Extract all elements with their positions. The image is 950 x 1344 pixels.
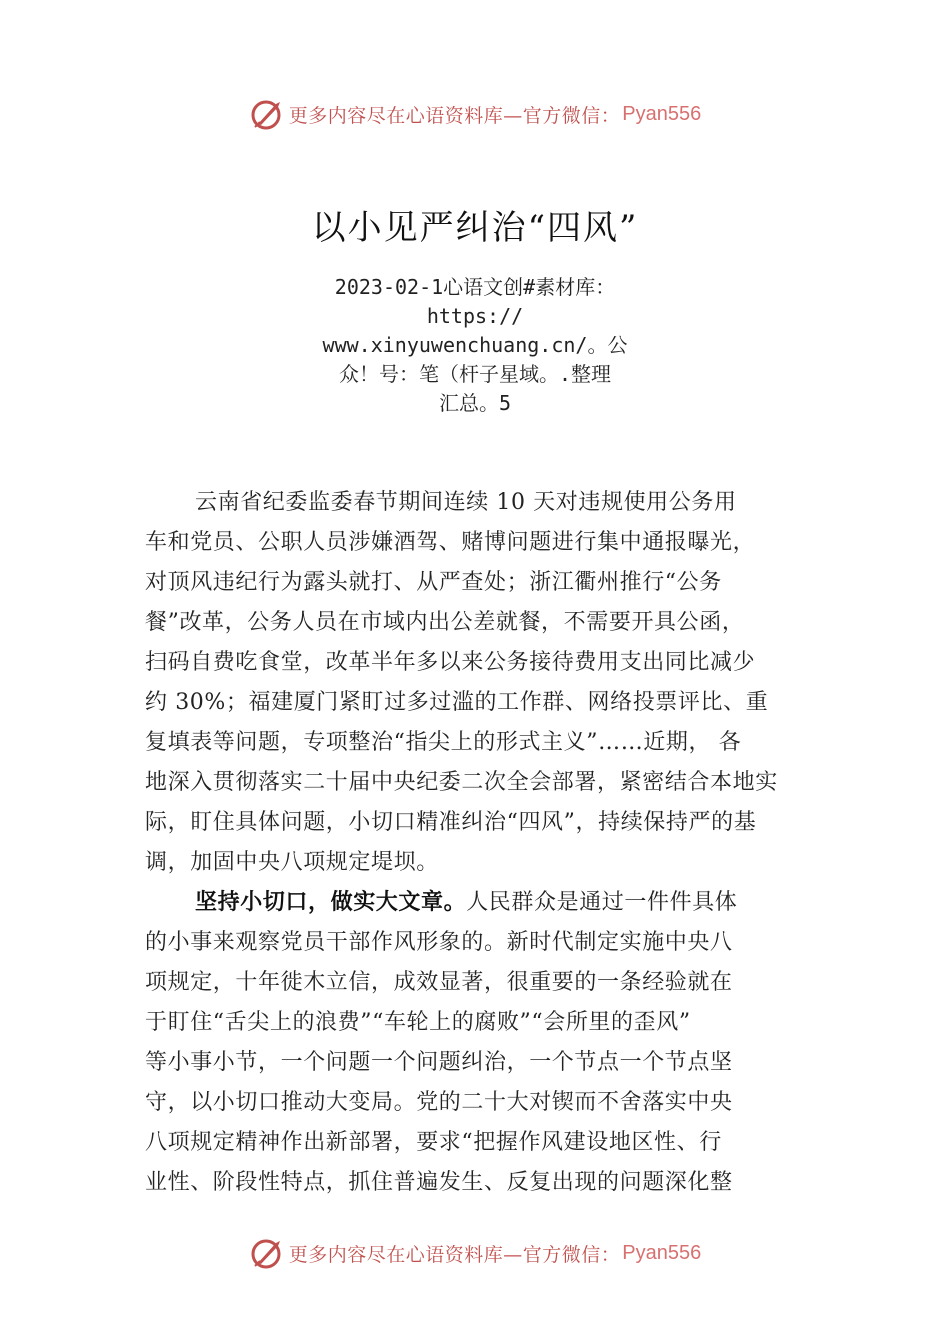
para2-line: 等小事小节，一个问题一个问题纠治，一个节点一个节点坚: [145, 1050, 733, 1075]
meta-line: 汇总。5: [438, 391, 512, 415]
banner-text: 更多内容尽在心语资料库—官方微信：: [288, 1243, 621, 1266]
banner-wechat-id: Pyan556: [622, 1241, 702, 1264]
para2-lead-heading: 坚持小切口，做实大文章。: [195, 890, 467, 915]
para2-first-line: [145, 883, 825, 923]
para2-line: 的小事来观察党员干部作风形象的。新时代制定实施中央八: [145, 930, 733, 955]
para1-line: 扫码自费吃食堂，改革半年多以来公务接待费用支出同比减少: [145, 650, 756, 675]
para1-line: 车和党员、公职人员涉嫌酒驾、赌博问题进行集中通报曝光，: [145, 530, 756, 555]
para1-line: 复填表等问题，专项整治“指尖上的形式主义”……近期， 各: [145, 730, 742, 755]
meta-line: www.xinyuwenchuang.cn/。公: [322, 333, 628, 357]
para2-line: 项规定，十年徙木立信，成效显著，很重要的一条经验就在: [145, 970, 733, 995]
document-title: 以小见严纠治“四风”: [311, 208, 639, 248]
para2-line: 业性、阶段性特点，抓住普遍发生、反复出现的问题深化整: [145, 1170, 733, 1195]
para2-first-text: 人民群众是通过一件件具体: [466, 890, 738, 915]
quill-logo-icon: [249, 96, 285, 132]
para1-line: 餐”改革，公务人员在市域内出公差就餐，不需要开具公函，: [145, 610, 745, 635]
para2-line: 八项规定精神作出新部署，要求“把握作风建设地区性、行: [145, 1130, 722, 1155]
banner-wechat-id: Pyan556: [622, 102, 702, 125]
para1-line: 际，盯住具体问题，小切口精准纠治“四风”，持续保持严的基: [145, 810, 757, 835]
para2-line: 于盯住“舌尖上的浪费”“车轮上的腐败”“会所里的歪风”: [145, 1010, 691, 1035]
para1-line: 云南省纪委监委春节期间连续 10 天对违规使用公务用: [195, 490, 737, 515]
meta-line: 众！号：笔（杆子星域。.整理: [338, 362, 612, 386]
quill-logo-icon: [249, 1235, 285, 1271]
para2-line: 守，以小切口推动大变局。党的二十大对锲而不舍落实中央: [145, 1090, 733, 1115]
header-watermark-banner: [0, 94, 950, 134]
source-meta: [280, 273, 670, 418]
meta-line: https://: [426, 304, 524, 328]
banner-text: 更多内容尽在心语资料库—官方微信：: [288, 104, 621, 127]
meta-line: 2023-02-1心语文创#素材库：: [334, 275, 616, 299]
para1-line: 对顶风违纪行为露头就打、从严查处；浙江衢州推行“公务: [145, 570, 722, 595]
para1-line: 约 30%；福建厦门紧盯过多过滥的工作群、网络投票评比、重: [145, 690, 769, 715]
para1-line: 调，加固中央八项规定堤坝。: [145, 850, 439, 875]
footer-watermark-banner: [0, 1233, 950, 1273]
para1-line: 地深入贯彻落实二十届中央纪委二次全会部署，紧密结合本地实: [145, 770, 778, 795]
document-body: [145, 483, 825, 1203]
